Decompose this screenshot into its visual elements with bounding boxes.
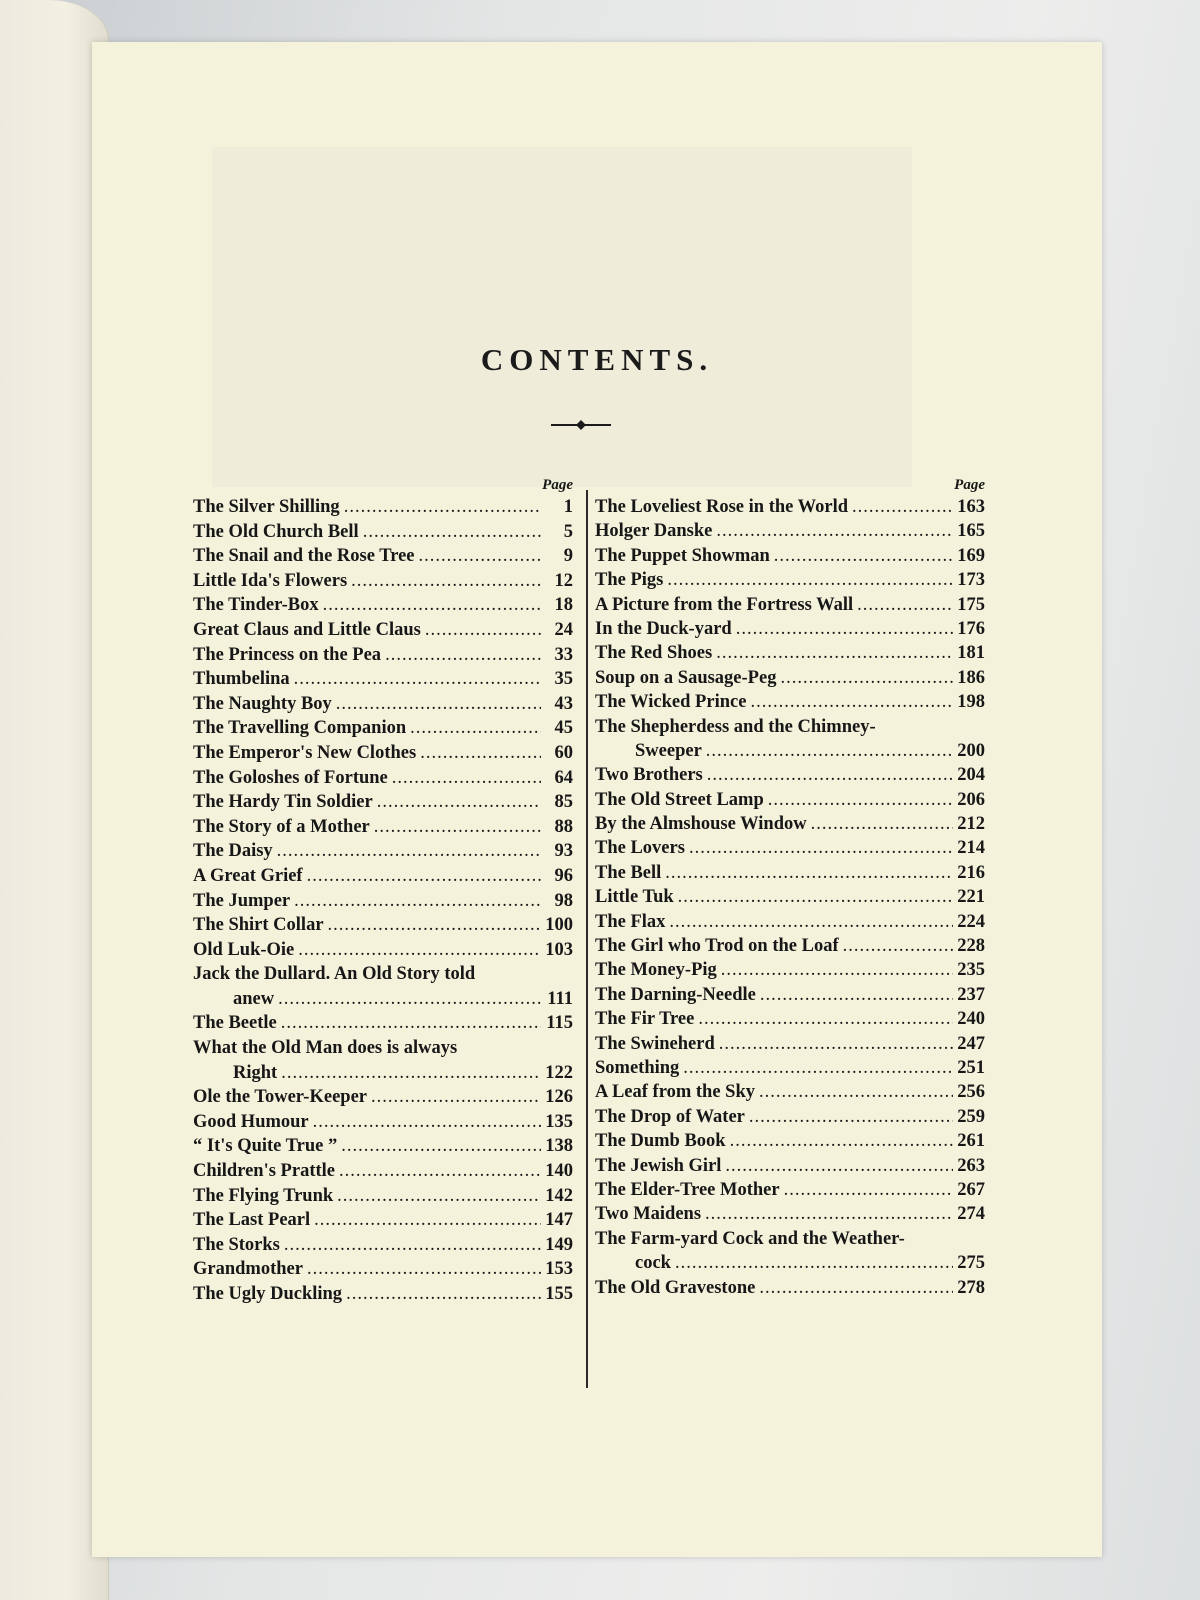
entry-title: The Hardy Tin Soldier <box>193 792 373 813</box>
dot-leader <box>759 1080 953 1104</box>
dot-leader <box>768 788 953 812</box>
entry-title: The Loveliest Rose in the World <box>595 497 849 517</box>
entry-page-number: 247 <box>957 1033 985 1054</box>
entry-title: Two Brothers <box>595 765 703 786</box>
entry-page-number: 96 <box>554 865 573 886</box>
toc-entry <box>595 1154 985 1178</box>
entry-title: The Money-Pig <box>595 960 717 981</box>
entry-title: The Flying Trunk <box>193 1185 334 1206</box>
entry-title: Jack the Dullard. An Old Story told <box>193 964 476 985</box>
entry-page-number: 153 <box>545 1259 573 1280</box>
dot-leader <box>425 618 541 643</box>
entry-page-number: 60 <box>554 742 573 763</box>
entry-title: The Story of a Mother <box>193 816 370 837</box>
entry-title: The Shepherdess and the Chimney- <box>595 716 876 737</box>
toc-entry <box>193 1011 573 1036</box>
entry-title: The Red Shoes <box>595 643 713 664</box>
dot-leader <box>759 1276 953 1300</box>
dot-leader <box>284 1233 541 1258</box>
dot-leader <box>323 593 541 618</box>
toc-entry <box>595 1032 985 1056</box>
entry-title: The Flax <box>595 911 666 932</box>
entry-title: The Wicked Prince <box>595 692 747 713</box>
toc-entry <box>595 666 985 690</box>
entry-page-number: 198 <box>957 692 985 713</box>
entry-title: What the Old Man does is always <box>193 1038 458 1059</box>
toc-entry <box>193 815 573 840</box>
toc-entry <box>193 1208 573 1233</box>
entry-page-number: 12 <box>554 570 573 591</box>
entry-title: The Emperor's New Clothes <box>193 742 417 763</box>
toc-entry <box>595 715 985 739</box>
entry-page-number: 138 <box>545 1136 573 1157</box>
entry-page-number: 275 <box>957 1253 985 1274</box>
entry-title: The Last Pearl <box>193 1210 311 1231</box>
entry-title: The Bell <box>595 862 662 883</box>
entry-page-number: 122 <box>545 1062 573 1083</box>
toc-entry <box>193 692 573 717</box>
dot-leader <box>392 766 541 791</box>
entry-title: The Swineherd <box>595 1033 715 1054</box>
entry-page-number: 251 <box>957 1057 985 1078</box>
entry-page-number: 45 <box>554 718 573 739</box>
dot-leader <box>420 741 541 766</box>
entry-title: The Farm-yard Cock and the Weather- <box>595 1228 905 1249</box>
entry-title: The Shirt Collar <box>193 915 324 936</box>
entry-page-number: 93 <box>554 841 573 862</box>
dot-leader <box>313 1110 541 1135</box>
entry-title: The Tinder-Box <box>193 595 319 616</box>
entry-list-right <box>595 495 985 1300</box>
entry-title: A Great Grief <box>193 865 303 886</box>
toc-entry <box>193 1134 573 1159</box>
toc-entry <box>193 962 573 987</box>
dot-leader <box>669 910 953 934</box>
toc-entry <box>193 1257 573 1282</box>
dot-leader <box>339 1159 541 1184</box>
dot-leader <box>852 495 953 519</box>
dot-leader <box>374 815 541 840</box>
toc-entry <box>193 544 573 569</box>
entry-title: The Beetle <box>193 1013 277 1034</box>
toc-entry <box>193 839 573 864</box>
entry-page-number: 240 <box>957 1009 985 1030</box>
dot-leader <box>706 739 953 763</box>
entry-title: In the Duck-yard <box>595 618 732 639</box>
dot-leader <box>698 1007 953 1031</box>
dot-leader <box>721 958 953 982</box>
entry-title: Holger Danske <box>595 521 713 542</box>
entry-page-number: 186 <box>957 667 985 688</box>
dot-leader <box>281 1011 541 1036</box>
toc-entry <box>193 1085 573 1110</box>
toc-entry <box>193 790 573 815</box>
entry-page-number: 206 <box>957 789 985 810</box>
entry-title: Little Tuk <box>595 887 674 908</box>
toc-entry <box>193 1110 573 1135</box>
dot-leader <box>749 1105 953 1129</box>
toc-entry <box>193 520 573 545</box>
entry-page-number: 126 <box>545 1087 573 1108</box>
toc-entry <box>595 1276 985 1300</box>
dot-leader <box>780 666 953 690</box>
entry-page-number: 221 <box>957 887 985 908</box>
toc-entry-continuation <box>193 987 573 1012</box>
entry-title: The Ugly Duckling <box>193 1284 343 1304</box>
entry-page-number: 216 <box>957 862 985 883</box>
dot-leader <box>774 544 953 568</box>
entry-page-number: 181 <box>957 643 985 664</box>
toc-entry <box>595 1007 985 1031</box>
toc-entry <box>193 1184 573 1209</box>
toc-entry <box>595 763 985 787</box>
dot-leader <box>385 643 541 668</box>
entry-page-number: 135 <box>545 1111 573 1132</box>
dot-leader <box>307 864 541 889</box>
entry-title: The Storks <box>193 1234 280 1255</box>
toc-entry <box>193 1159 573 1184</box>
contents-column-left <box>193 475 573 1307</box>
entry-page-number: 261 <box>957 1131 985 1152</box>
toc-entry <box>595 885 985 909</box>
entry-page-number: 85 <box>554 792 573 813</box>
entry-title: By the Almshouse Window <box>595 814 807 835</box>
entry-page-number: 24 <box>554 619 573 640</box>
entry-page-number: 43 <box>554 693 573 714</box>
entry-page-number: 256 <box>957 1082 985 1103</box>
toc-entry-continuation <box>193 1061 573 1086</box>
page-column-header: Page <box>954 477 985 493</box>
entry-page-number: 204 <box>957 765 985 786</box>
entry-page-number: 176 <box>957 618 985 639</box>
toc-entry <box>193 766 573 791</box>
entry-title: The Old Gravestone <box>595 1277 756 1298</box>
entry-title: Grandmother <box>193 1259 303 1280</box>
toc-entry <box>193 495 573 520</box>
entry-title: The Dumb Book <box>595 1131 726 1152</box>
toc-entry <box>595 1105 985 1129</box>
toc-entry-continuation <box>595 739 985 763</box>
entry-title: Great Claus and Little Claus <box>193 619 421 640</box>
toc-entry <box>193 1036 573 1061</box>
entry-page-number: 88 <box>554 816 573 837</box>
toc-entry <box>595 1080 985 1104</box>
entry-title-continuation: Sweeper <box>635 740 702 761</box>
dot-leader <box>298 938 541 963</box>
toc-entry <box>193 864 573 889</box>
toc-entry <box>193 569 573 594</box>
entry-title: The Elder-Tree Mother <box>595 1179 780 1200</box>
dot-leader <box>419 544 541 569</box>
dot-leader <box>784 1178 953 1202</box>
toc-entry <box>595 1202 985 1226</box>
dot-leader <box>750 690 953 714</box>
entry-page-number: 169 <box>957 545 985 566</box>
toc-entry <box>595 519 985 543</box>
dot-leader <box>811 812 953 836</box>
entry-title: The Darning-Needle <box>595 984 756 1005</box>
entry-page-number: 98 <box>554 890 573 911</box>
dot-leader <box>667 568 953 592</box>
toc-entry <box>595 593 985 617</box>
entry-title: The Jumper <box>193 890 291 911</box>
entry-page-number: 175 <box>957 594 985 615</box>
toc-entry <box>193 593 573 618</box>
entry-page-number: 214 <box>957 838 985 859</box>
dot-leader <box>719 1032 953 1056</box>
page-title: CONTENTS. <box>480 342 714 377</box>
dot-leader <box>683 1056 953 1080</box>
toc-entry <box>595 1129 985 1153</box>
entry-page-number: 274 <box>957 1204 985 1225</box>
entry-page-number: 259 <box>957 1106 985 1127</box>
entry-title: Children's Prattle <box>193 1161 335 1182</box>
dot-leader <box>314 1208 541 1233</box>
toc-entry <box>595 1227 985 1251</box>
entry-page-number: 235 <box>957 960 985 981</box>
toc-entry <box>595 983 985 1007</box>
entry-page-number: 278 <box>957 1277 985 1298</box>
entry-title: Good Humour <box>193 1111 309 1132</box>
dot-leader <box>760 983 953 1007</box>
book-page <box>92 42 1102 1557</box>
toc-entry <box>193 643 573 668</box>
entry-page-number: 1 <box>563 497 573 517</box>
entry-page-number: 64 <box>554 767 573 788</box>
toc-entry <box>595 641 985 665</box>
dot-leader <box>341 1134 541 1159</box>
toc-entry <box>595 910 985 934</box>
dot-leader <box>377 790 541 815</box>
entry-title: Something <box>595 1057 680 1078</box>
dot-leader <box>278 987 541 1012</box>
entry-title-continuation: Right <box>233 1062 278 1083</box>
entry-title: Soup on a Sausage-Peg <box>595 667 777 688</box>
entry-page-number: 142 <box>545 1185 573 1206</box>
dot-leader <box>351 569 541 594</box>
entry-title: A Leaf from the Sky <box>595 1082 755 1103</box>
toc-entry <box>595 1056 985 1080</box>
toc-entry <box>193 716 573 741</box>
entry-title: The Puppet Showman <box>595 545 770 566</box>
entry-title: Ole the Tower-Keeper <box>193 1087 367 1108</box>
entry-page-number: 163 <box>957 497 985 517</box>
toc-entry <box>193 913 573 938</box>
toc-entry <box>595 568 985 592</box>
entry-title: The Silver Shilling <box>193 497 340 517</box>
entry-title: The Daisy <box>193 841 273 862</box>
entry-page-number: 9 <box>563 546 573 567</box>
toc-entry <box>595 788 985 812</box>
entry-list-left <box>193 495 573 1307</box>
toc-entry <box>595 861 985 885</box>
entry-page-number: 33 <box>554 644 573 665</box>
entry-title: The Goloshes of Fortune <box>193 767 388 788</box>
dot-leader <box>363 520 541 545</box>
dot-leader <box>281 1061 541 1086</box>
entry-page-number: 155 <box>545 1284 573 1304</box>
entry-page-number: 263 <box>957 1155 985 1176</box>
dot-leader <box>678 885 953 909</box>
entry-title-continuation: cock <box>635 1253 671 1274</box>
dot-leader <box>337 1184 541 1209</box>
entry-page-number: 18 <box>554 595 573 616</box>
entry-page-number: 35 <box>554 669 573 690</box>
dot-leader <box>294 889 541 914</box>
dot-leader <box>277 839 541 864</box>
dot-leader <box>410 716 541 741</box>
page-column-header: Page <box>542 477 573 493</box>
contents-column-right <box>595 475 985 1300</box>
entry-title: Little Ida's Flowers <box>193 570 348 591</box>
toc-entry <box>193 741 573 766</box>
entry-page-number: 267 <box>957 1179 985 1200</box>
dot-leader <box>730 1129 953 1153</box>
dot-leader <box>665 861 953 885</box>
entry-page-number: 103 <box>545 939 573 960</box>
entry-page-number: 165 <box>957 521 985 542</box>
dot-leader <box>736 617 953 641</box>
toc-entry <box>193 889 573 914</box>
column-divider <box>586 490 588 1388</box>
dot-leader <box>716 641 953 665</box>
toc-entry <box>193 667 573 692</box>
entry-title: The Travelling Companion <box>193 718 407 739</box>
entry-title: The Snail and the Rose Tree <box>193 546 415 567</box>
toc-entry <box>193 618 573 643</box>
dot-leader <box>675 1251 953 1275</box>
entry-page-number: 237 <box>957 984 985 1005</box>
dot-leader <box>857 593 953 617</box>
toc-entry <box>595 836 985 860</box>
entry-title: Two Maidens <box>595 1204 702 1225</box>
entry-page-number: 200 <box>957 740 985 761</box>
dot-leader <box>346 1282 541 1307</box>
entry-page-number: 149 <box>545 1234 573 1255</box>
entry-title: Old Luk-Oie <box>193 939 295 960</box>
toc-entry <box>193 1233 573 1258</box>
ornament-divider-icon <box>551 419 611 431</box>
entry-title: Thumbelina <box>193 669 290 690</box>
entry-page-number: 224 <box>957 911 985 932</box>
entry-page-number: 111 <box>547 988 573 1009</box>
entry-title-continuation: anew <box>233 988 275 1009</box>
entry-title: The Princess on the Pea <box>193 644 382 665</box>
toc-entry <box>193 938 573 963</box>
dot-leader <box>336 692 541 717</box>
entry-page-number: 115 <box>546 1013 573 1034</box>
dot-leader <box>689 836 953 860</box>
dot-leader <box>707 763 953 787</box>
toc-entry <box>595 617 985 641</box>
toc-entry <box>193 1282 573 1307</box>
toc-entry-continuation <box>595 1251 985 1275</box>
entry-page-number: 212 <box>957 814 985 835</box>
entry-title: The Drop of Water <box>595 1106 745 1127</box>
entry-page-number: 5 <box>563 521 573 542</box>
entry-title: The Old Street Lamp <box>595 789 764 810</box>
dot-leader <box>371 1085 541 1110</box>
entry-page-number: 228 <box>957 936 985 957</box>
dot-leader <box>344 495 541 520</box>
entry-page-number: 147 <box>545 1210 573 1231</box>
entry-title: The Naughty Boy <box>193 693 332 714</box>
entry-page-number: 140 <box>545 1161 573 1182</box>
entry-title: The Girl who Trod on the Loaf <box>595 936 839 957</box>
entry-page-number: 100 <box>545 915 573 936</box>
toc-entry <box>595 690 985 714</box>
dot-leader <box>294 667 541 692</box>
toc-entry <box>595 934 985 958</box>
entry-title: The Old Church Bell <box>193 521 359 542</box>
toc-entry <box>595 812 985 836</box>
entry-title: The Jewish Girl <box>595 1155 722 1176</box>
dot-leader <box>328 913 541 938</box>
show-through-shadow <box>212 147 912 487</box>
entry-title: The Lovers <box>595 838 685 859</box>
dot-leader <box>705 1202 953 1226</box>
entry-title: A Picture from the Fortress Wall <box>595 594 854 615</box>
entry-title: The Fir Tree <box>595 1009 695 1030</box>
dot-leader <box>843 934 953 958</box>
entry-title: “ It's Quite True ” <box>193 1136 338 1157</box>
toc-entry <box>595 544 985 568</box>
entry-page-number: 173 <box>957 570 985 591</box>
entry-title: The Pigs <box>595 570 664 591</box>
toc-entry <box>595 1178 985 1202</box>
toc-entry <box>595 495 985 519</box>
toc-entry <box>595 958 985 982</box>
dot-leader <box>716 519 953 543</box>
dot-leader <box>725 1154 953 1178</box>
dot-leader <box>307 1257 541 1282</box>
